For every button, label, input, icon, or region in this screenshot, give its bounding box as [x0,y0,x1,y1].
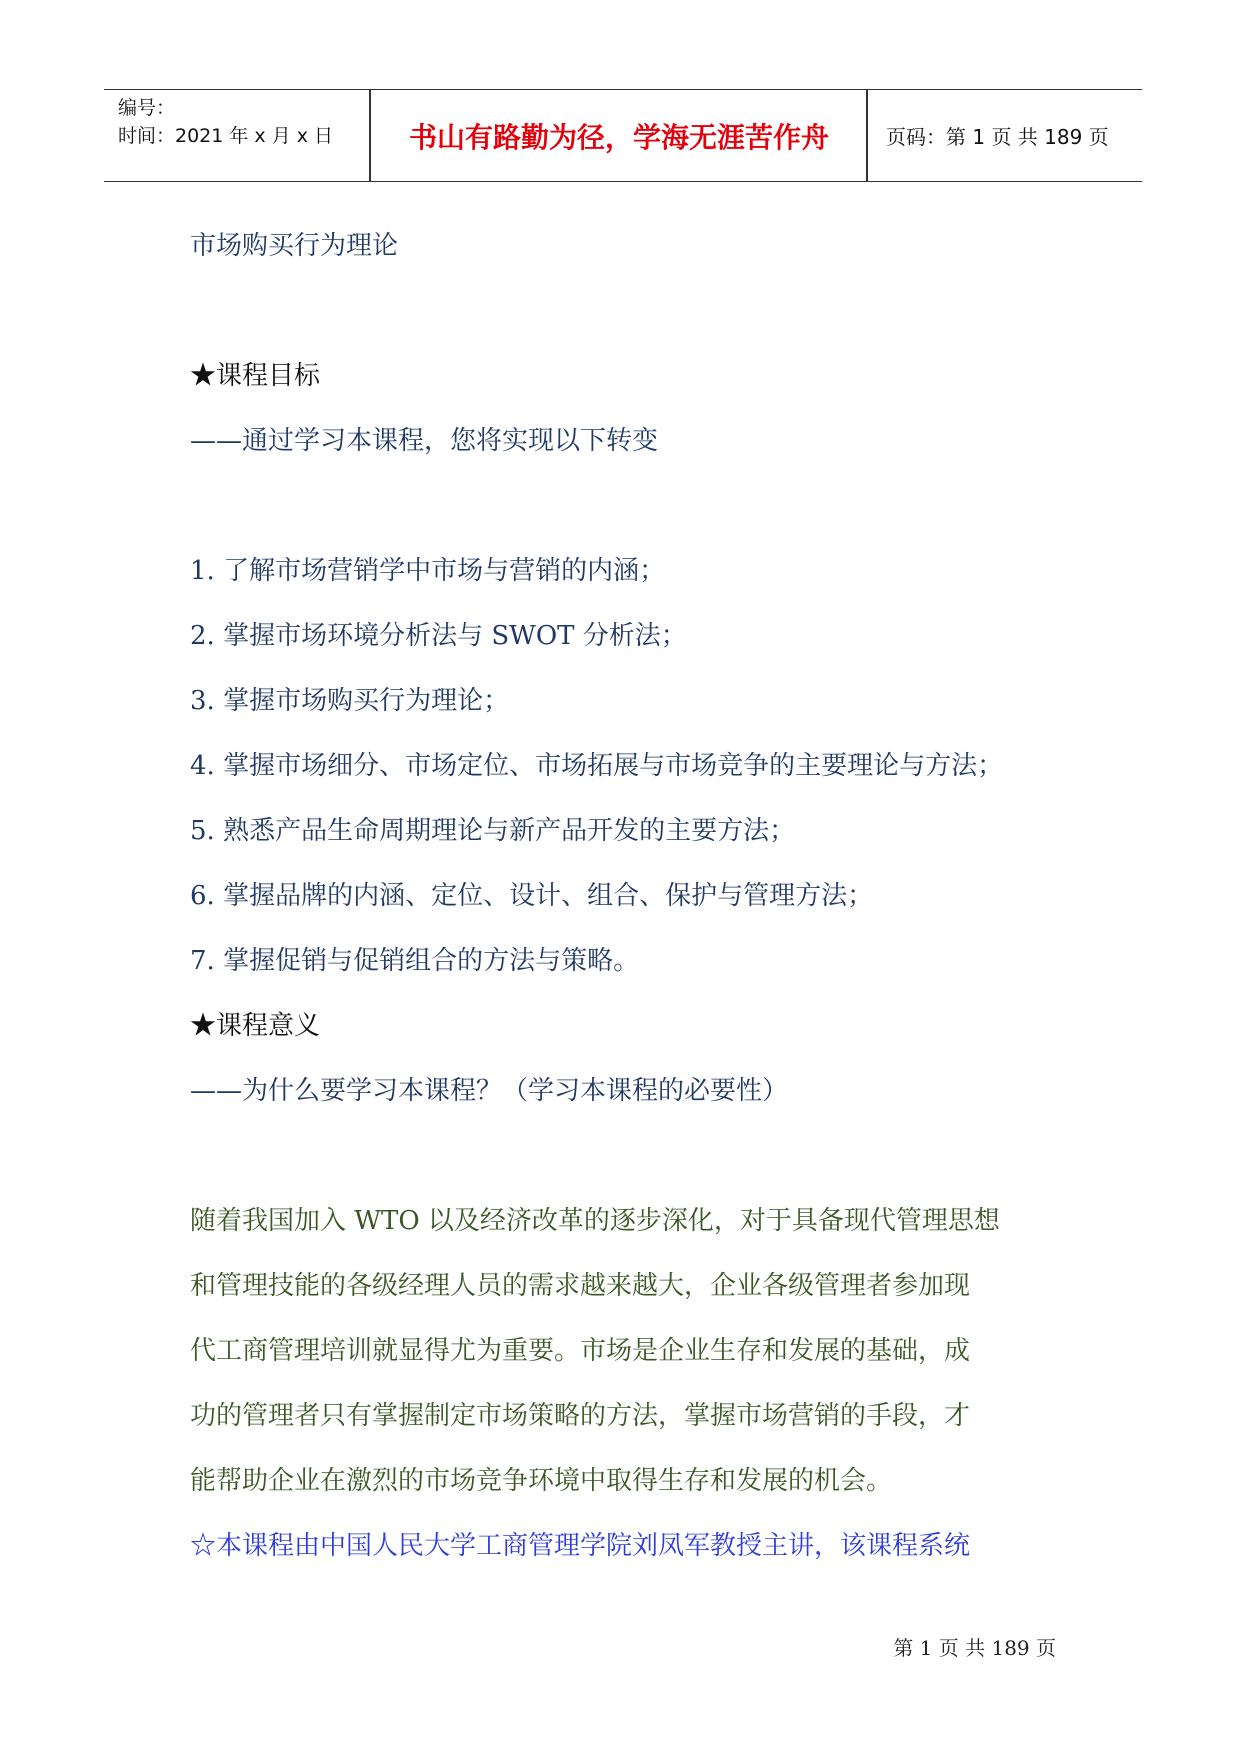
paragraph-line: 随着我国加入 WTO 以及经济改革的逐步深化，对于具备现代管理思想 [190,1206,1000,1236]
time-label: 时间：2021 年 x 月 x 日 [118,125,334,147]
page-header [104,89,1142,182]
list-item: 5. 熟悉产品生命周期理论与新产品开发的主要方法； [190,816,796,846]
header-meta [118,94,368,150]
header-divider [866,90,868,181]
header-motto: 书山有路勤为径，学海无涯苦作舟 [408,120,829,154]
course-note: ☆本课程由中国人民大学工商管理学院刘凤军教授主讲，该课程系统 [190,1531,971,1561]
header-page-info: 页码：第 1 页 共 189 页 [886,125,1109,149]
meaning-subtitle: ——为什么要学习本课程？（学习本课程的必要性） [190,1076,789,1106]
paragraph-line: 和管理技能的各级经理人员的需求越来越大，企业各级管理者参加现 [190,1271,971,1301]
goal-subtitle: ——通过学习本课程，您将实现以下转变 [190,426,659,456]
header-divider [369,90,371,181]
document-title: 市场购买行为理论 [190,231,399,261]
paragraph-line: 能帮助企业在激烈的市场竞争环境中取得生存和发展的机会。 [190,1466,893,1496]
paragraph-line: 功的管理者只有掌握制定市场策略的方法，掌握市场营销的手段，才 [190,1401,971,1431]
list-item: 7. 掌握促销与促销组合的方法与策略。 [190,946,640,976]
list-item: 3. 掌握市场购买行为理论； [190,686,510,716]
list-item: 1. 了解市场营销学中市场与营销的内涵； [190,556,666,586]
goal-heading: ★课程目标 [190,361,321,391]
list-item: 4. 掌握市场细分、市场定位、市场拓展与市场竞争的主要理论与方法； [190,751,1004,781]
paragraph-line: 代工商管理培训就显得尤为重要。市场是企业生存和发展的基础，成 [190,1336,971,1366]
meaning-heading: ★课程意义 [190,1011,321,1041]
list-item: 2. 掌握市场环境分析法与 SWOT 分析法； [190,621,687,651]
list-item: 6. 掌握品牌的内涵、定位、设计、组合、保护与管理方法； [190,881,874,911]
number-label: 编号： [118,97,176,119]
page-footer: 第 1 页 共 189 页 [893,1636,1056,1660]
